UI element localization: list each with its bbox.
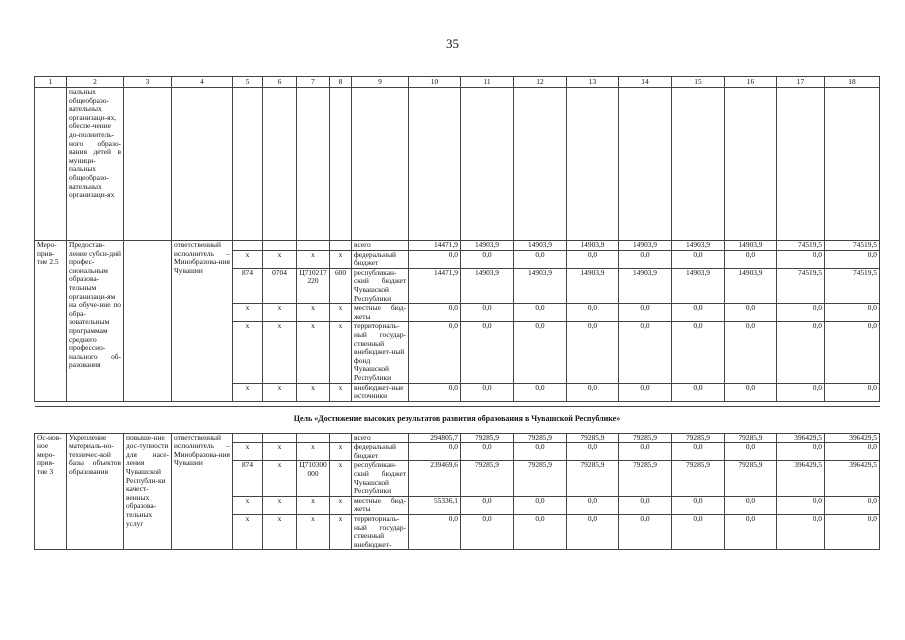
section-code-cell: x [263, 461, 297, 496]
section-code-cell: x [263, 496, 297, 514]
funding-source-cell: федеральный бюджет [352, 443, 409, 461]
goal-row [35, 406, 880, 433]
column-number-17: 17 [777, 77, 825, 88]
expense-group-cell: 600 [330, 268, 352, 303]
grbs-code-cell: x [233, 496, 263, 514]
amount-cell: 79285,9 [672, 433, 725, 443]
column-number-11: 11 [461, 77, 514, 88]
amount-cell: 0,0 [672, 496, 725, 514]
executor-cell: ответственный исполнитель – Минобразова-ния Чувашии [172, 433, 233, 550]
empty-cell [124, 88, 172, 241]
amount-cell: 79285,9 [461, 433, 514, 443]
amount-cell: 396429,5 [825, 461, 880, 496]
amount-cell: 0,0 [672, 443, 725, 461]
amount-cell: 0,0 [514, 496, 567, 514]
empty-cell [672, 88, 725, 241]
measure-code-cell: Ос-нов-ное меро-прия-тие 3 [35, 433, 67, 550]
amount-cell: 14903,9 [461, 241, 514, 251]
amount-cell: 0,0 [461, 383, 514, 401]
amount-cell: 0,0 [409, 383, 461, 401]
column-number-2: 2 [67, 77, 124, 88]
column-number-1: 1 [35, 77, 67, 88]
amount-cell: 0,0 [825, 322, 880, 383]
amount-cell: 0,0 [825, 250, 880, 268]
amount-cell: 0,0 [461, 443, 514, 461]
amount-cell: 0,0 [461, 496, 514, 514]
amount-cell: 0,0 [825, 496, 880, 514]
amount-cell: 74519,5 [825, 268, 880, 303]
amount-cell: 74519,5 [777, 268, 825, 303]
column-number-9: 9 [352, 77, 409, 88]
column-number-10: 10 [409, 77, 461, 88]
amount-cell: 396429,5 [825, 433, 880, 443]
empty-cell [777, 88, 825, 241]
target-article-cell: Ц710217 220 [297, 268, 330, 303]
amount-cell: 0,0 [514, 443, 567, 461]
amount-cell: 0,0 [619, 496, 672, 514]
amount-cell: 0,0 [619, 304, 672, 322]
section-code-cell: x [263, 515, 297, 550]
target-article-cell: x [297, 496, 330, 514]
expense-group-cell: x [330, 443, 352, 461]
amount-cell: 0,0 [567, 304, 619, 322]
target-article-cell: x [297, 443, 330, 461]
section-code-cell: x [263, 383, 297, 401]
column-number-7: 7 [297, 77, 330, 88]
expense-group-cell: x [330, 322, 352, 383]
amount-cell: 14903,9 [725, 241, 777, 251]
amount-cell: 0,0 [461, 304, 514, 322]
funding-source-cell: республикан-ский бюджет Чувашской Республики [352, 268, 409, 303]
amount-cell: 0,0 [725, 322, 777, 383]
grbs-code-cell: x [233, 304, 263, 322]
column-number-8: 8 [330, 77, 352, 88]
grbs-code-cell: x [233, 383, 263, 401]
amount-cell: 0,0 [672, 322, 725, 383]
column-number-14: 14 [619, 77, 672, 88]
amount-cell: 0,0 [461, 250, 514, 268]
amount-cell: 0,0 [409, 515, 461, 550]
expense-group-cell: x [330, 304, 352, 322]
grbs-code-cell [233, 433, 263, 443]
amount-cell: 0,0 [672, 515, 725, 550]
amount-cell: 0,0 [619, 383, 672, 401]
funding-source-cell: всего [352, 433, 409, 443]
amount-cell: 14471,9 [409, 241, 461, 251]
measure-code-cell: Меро-прия-тие 2.5 [35, 241, 67, 402]
amount-cell: 0,0 [725, 250, 777, 268]
grbs-code-cell: x [233, 322, 263, 383]
amount-cell: 79285,9 [461, 461, 514, 496]
amount-cell: 14903,9 [619, 241, 672, 251]
funding-source-cell: республикан-ский бюджет Чувашской Республики [352, 461, 409, 496]
amount-cell: 74519,5 [777, 241, 825, 251]
amount-cell: 0,0 [567, 383, 619, 401]
column-number-4: 4 [172, 77, 233, 88]
amount-cell: 0,0 [777, 322, 825, 383]
section-code-cell: 0704 [263, 268, 297, 303]
budget-table [34, 76, 880, 550]
empty-cell [352, 88, 409, 241]
amount-cell: 14903,9 [725, 268, 777, 303]
amount-cell: 14903,9 [567, 241, 619, 251]
target-article-cell: x [297, 250, 330, 268]
amount-cell: 0,0 [825, 515, 880, 550]
amount-cell: 0,0 [777, 515, 825, 550]
expense-group-cell: x [330, 383, 352, 401]
empty-cell [330, 88, 352, 241]
amount-cell: 0,0 [514, 322, 567, 383]
expense-group-cell: x [330, 515, 352, 550]
empty-cell [567, 88, 619, 241]
amount-cell: 0,0 [825, 304, 880, 322]
grbs-code-cell: x [233, 515, 263, 550]
goal-title: Цель «Достижение высоких результатов развития образования в Чувашской Республике» [35, 406, 880, 433]
empty-cell [35, 88, 67, 241]
expense-group-cell: x [330, 496, 352, 514]
grbs-code-cell: 874 [233, 268, 263, 303]
amount-cell: 239469,6 [409, 461, 461, 496]
target-article-cell [297, 241, 330, 251]
section-code-cell: x [263, 304, 297, 322]
amount-cell: 0,0 [777, 304, 825, 322]
amount-cell: 14903,9 [619, 268, 672, 303]
amount-cell: 0,0 [567, 250, 619, 268]
column-number-18: 18 [825, 77, 880, 88]
amount-cell: 0,0 [725, 383, 777, 401]
section-code-cell: x [263, 443, 297, 461]
amount-cell: 79285,9 [567, 461, 619, 496]
amount-cell: 14903,9 [514, 241, 567, 251]
measure-name-cell: Укрепление материаль-но-техничес-кой базы объектов образования [67, 433, 124, 550]
amount-cell: 396429,5 [777, 433, 825, 443]
target-article-cell: x [297, 383, 330, 401]
expense-group-cell: x [330, 461, 352, 496]
amount-cell: 14903,9 [672, 268, 725, 303]
empty-cell [172, 88, 233, 241]
column-number-6: 6 [263, 77, 297, 88]
grbs-code-cell: 874 [233, 461, 263, 496]
amount-cell: 0,0 [777, 383, 825, 401]
amount-cell: 0,0 [514, 304, 567, 322]
funding-source-cell: местные бюд-жеты [352, 304, 409, 322]
empty-cell [233, 88, 263, 241]
empty-cell [263, 88, 297, 241]
funding-source-cell: территориаль-ный государ-ственный внебюджет- [352, 515, 409, 550]
amount-cell: 0,0 [825, 443, 880, 461]
funding-source-cell: местные бюд-жеты [352, 496, 409, 514]
amount-cell: 0,0 [409, 443, 461, 461]
amount-cell: 79285,9 [514, 461, 567, 496]
amount-cell: 0,0 [825, 383, 880, 401]
column-number-12: 12 [514, 77, 567, 88]
amount-cell: 79285,9 [672, 461, 725, 496]
amount-cell: 0,0 [619, 250, 672, 268]
amount-cell: 0,0 [777, 496, 825, 514]
column-number-5: 5 [233, 77, 263, 88]
empty-cell [461, 88, 514, 241]
amount-cell: 14903,9 [567, 268, 619, 303]
amount-cell: 0,0 [777, 443, 825, 461]
funding-source-cell: всего [352, 241, 409, 251]
target-article-cell [297, 433, 330, 443]
table-row [35, 88, 880, 241]
amount-cell: 79285,9 [725, 461, 777, 496]
amount-cell: 0,0 [409, 322, 461, 383]
header-row [35, 77, 880, 88]
amount-cell: 0,0 [619, 515, 672, 550]
amount-cell: 294805,7 [409, 433, 461, 443]
amount-cell: 0,0 [461, 515, 514, 550]
section-code-cell [263, 433, 297, 443]
amount-cell: 0,0 [619, 443, 672, 461]
budget-table-sheet [34, 76, 878, 550]
expense-group-cell [330, 241, 352, 251]
amount-cell: 74519,5 [825, 241, 880, 251]
table-row [35, 241, 880, 251]
amount-cell: 0,0 [725, 443, 777, 461]
amount-cell: 0,0 [514, 250, 567, 268]
target-article-cell: x [297, 322, 330, 383]
empty-cell [825, 88, 880, 241]
expense-group-cell: x [330, 250, 352, 268]
amount-cell: 14903,9 [461, 268, 514, 303]
empty-cell [409, 88, 461, 241]
expense-group-cell [330, 433, 352, 443]
amount-cell: 0,0 [409, 304, 461, 322]
amount-cell: 0,0 [514, 383, 567, 401]
section-code-cell [263, 241, 297, 251]
amount-cell: 79285,9 [619, 433, 672, 443]
amount-cell: 0,0 [567, 496, 619, 514]
amount-cell: 0,0 [461, 322, 514, 383]
grbs-code-cell: x [233, 250, 263, 268]
measure-name-cell: Предостав-ление субси-дий профес-сиональным образова-тельным организаци-ям на обуче-ние по обра-зовательным программам среднего профессио-нального об-разования [67, 241, 124, 402]
target-article-cell: Ц710300 000 [297, 461, 330, 496]
amount-cell: 396429,5 [777, 461, 825, 496]
amount-cell: 0,0 [567, 515, 619, 550]
table-body [35, 77, 880, 550]
amount-cell: 0,0 [619, 322, 672, 383]
column-number-15: 15 [672, 77, 725, 88]
amount-cell: 0,0 [777, 250, 825, 268]
target-article-cell: x [297, 515, 330, 550]
column-number-13: 13 [567, 77, 619, 88]
amount-cell: 0,0 [567, 443, 619, 461]
funding-source-cell: территориаль-ный государ-ственный внебюджет-ный фонд Чувашской Республики [352, 322, 409, 383]
section-code-cell: x [263, 322, 297, 383]
amount-cell: 14903,9 [514, 268, 567, 303]
funding-source-cell: федеральный бюджет [352, 250, 409, 268]
funding-source-cell: внебюджет-ные источники [352, 383, 409, 401]
empty-cell [619, 88, 672, 241]
amount-cell: 79285,9 [567, 433, 619, 443]
amount-cell: 79285,9 [725, 433, 777, 443]
amount-cell: 0,0 [725, 515, 777, 550]
continuation-text-cell: пальных общеобразо-вательных организаци-ях, обеспе-чение до-полнитель-ного образо-вания детей в муници-пальных общеобразо-вательных организаци-ях [67, 88, 124, 241]
amount-cell: 55336,1 [409, 496, 461, 514]
grbs-code-cell: x [233, 443, 263, 461]
amount-cell: 0,0 [725, 496, 777, 514]
amount-cell: 0,0 [409, 250, 461, 268]
target-article-cell: x [297, 304, 330, 322]
empty-cell [725, 88, 777, 241]
measure-goal-cell: повыше-ние дос-тупности для насе-ления Чувашской Республи-ки качест-венных образова-тельных услуг [124, 433, 172, 550]
amount-cell: 0,0 [514, 515, 567, 550]
amount-cell: 0,0 [672, 383, 725, 401]
page-number: 35 [446, 36, 459, 51]
amount-cell: 0,0 [725, 304, 777, 322]
column-number-3: 3 [124, 77, 172, 88]
amount-cell: 79285,9 [619, 461, 672, 496]
empty-cell [297, 88, 330, 241]
amount-cell: 0,0 [567, 322, 619, 383]
amount-cell: 14471,9 [409, 268, 461, 303]
table-row [35, 433, 880, 443]
amount-cell: 0,0 [672, 304, 725, 322]
amount-cell: 0,0 [672, 250, 725, 268]
executor-cell: ответственный исполнитель – Минобразова-ния Чувашии [172, 241, 233, 402]
section-code-cell: x [263, 250, 297, 268]
empty-cell [514, 88, 567, 241]
column-number-16: 16 [725, 77, 777, 88]
amount-cell: 14903,9 [672, 241, 725, 251]
grbs-code-cell [233, 241, 263, 251]
empty-cell [124, 241, 172, 402]
amount-cell: 79285,9 [514, 433, 567, 443]
